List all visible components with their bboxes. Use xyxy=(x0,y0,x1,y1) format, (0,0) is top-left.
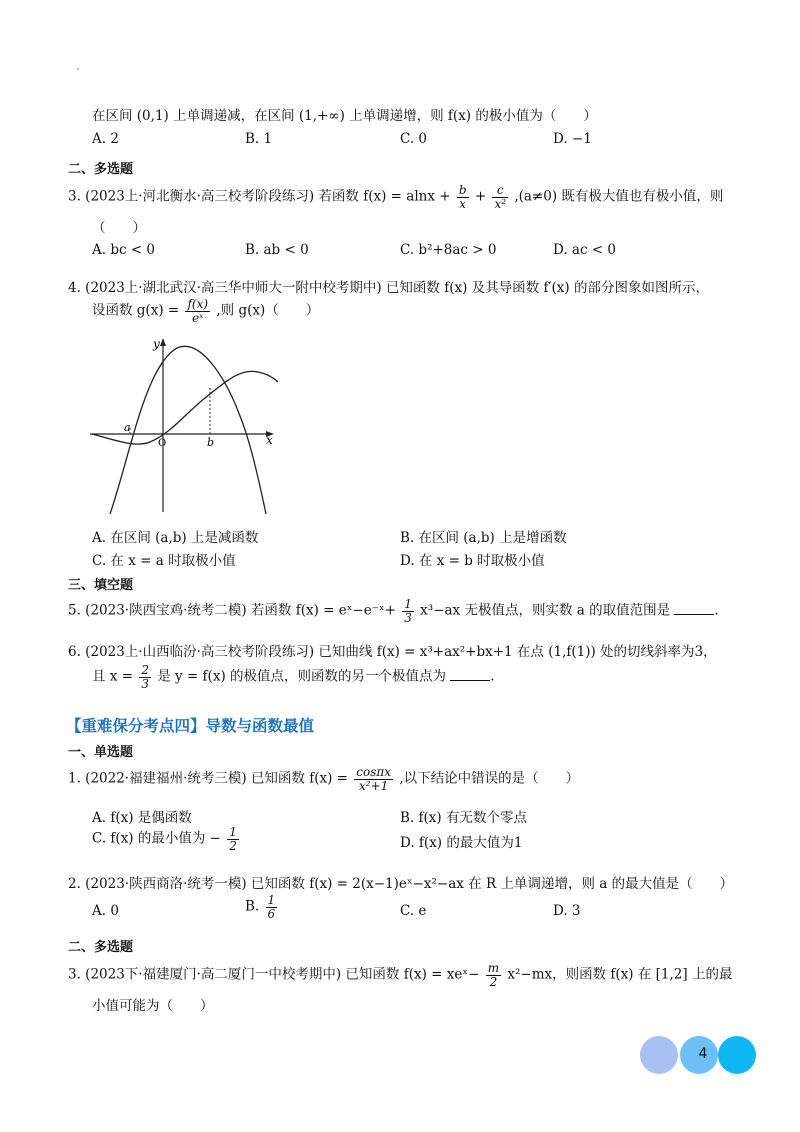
q3b-suffix: x²−mx，则函数 f(x) 在 [1,2] 上的最 xyxy=(507,966,733,983)
q3-plus: + xyxy=(474,188,487,205)
q5-f-den: 3 xyxy=(404,610,412,625)
section-heading-fill: 三、填空题 xyxy=(68,578,134,593)
page-dot-3 xyxy=(718,1036,756,1074)
q-prev-option-a[interactable]: A. 2 xyxy=(92,131,119,147)
q2-stem: 2. (2023·陕西商洛·统考一模) 已知函数 f(x) = 2(x−1)eˣ−x²−ax 在 R 上单调递增，则 a 的最大值是（ ） xyxy=(68,876,734,892)
q5-answer-blank[interactable] xyxy=(674,602,714,615)
q3-option-d[interactable]: D. ac < 0 xyxy=(553,242,617,258)
q6-f-num: 2 xyxy=(141,663,149,677)
q1-f-num: cosπx xyxy=(356,765,392,779)
q1-fraction xyxy=(354,766,393,792)
q3-option-b[interactable]: B. ab < 0 xyxy=(245,242,309,258)
q1-option-c-fraction xyxy=(227,826,239,852)
q4-f-num: f(x) xyxy=(187,297,209,311)
q2-b-num: 1 xyxy=(267,893,276,907)
q2-b-den: 6 xyxy=(267,906,276,921)
q6-answer-blank[interactable] xyxy=(450,668,490,681)
q4-line1: 4. (2023上·湖北武汉·高三华中师大一附中校考期中) 已知函数 f(x) 及其导函数 f′(x) 的部分图象如图所示， xyxy=(68,280,709,296)
y-axis-arrow xyxy=(160,338,166,346)
section-heading-multi-2: 二、多选题 xyxy=(68,940,134,955)
q3b-line2: 小值可能为（ ） xyxy=(92,998,214,1014)
q3-stem xyxy=(68,184,723,210)
q2-option-d[interactable]: D. 3 xyxy=(553,903,581,919)
q5-suffix: x³−ax 无极值点，则实数 a 的取值范围是 xyxy=(420,602,671,619)
curve-f xyxy=(92,371,278,444)
graph-label-a: a xyxy=(124,421,131,434)
q3-f2-den: x² xyxy=(494,196,507,211)
q6-fraction xyxy=(139,664,151,690)
q1-c-den: 2 xyxy=(229,838,237,853)
q3-prefix: 3. (2023上·河北衡水·高三校考阶段练习) 若函数 f(x) = alnx + xyxy=(68,188,451,205)
section-heading-multi-1: 二、多选题 xyxy=(68,162,134,177)
q2-option-b-label: B. xyxy=(245,898,260,915)
graph-label-origin: O xyxy=(158,438,167,449)
top-mark: · xyxy=(76,62,81,78)
graph-label-y: y xyxy=(153,337,160,351)
q-prev-option-b[interactable]: B. 1 xyxy=(245,131,273,147)
q4-f-den: eˣ xyxy=(192,310,204,325)
q3-paren: （ ） xyxy=(92,220,146,236)
q3-option-c[interactable]: C. b²+8ac > 0 xyxy=(400,242,497,258)
section-heading-single: 一、单选题 xyxy=(68,745,134,760)
q3b-f-num: m xyxy=(487,961,500,975)
q6-line1: 6. (2023上·山西临汾·高三校考阶段练习) 已知曲线 f(x) = x³+ax²+bx+1 在点 (1,f(1)) 处的切线斜率为3， xyxy=(68,644,717,660)
q2-option-a[interactable]: A. 0 xyxy=(92,903,119,919)
page-number: 4 xyxy=(698,1046,708,1062)
q3-f1-den: x xyxy=(459,196,467,211)
q4-option-d[interactable]: D. 在 x = b 时取极小值 xyxy=(400,553,545,569)
q1-suffix: ,以下结论中错误的是（ ） xyxy=(399,770,580,787)
q1-option-b[interactable]: B. f(x) 有无数个零点 xyxy=(400,810,527,826)
q3-fraction-c-over-x2 xyxy=(492,184,508,210)
q4-function-graph xyxy=(90,336,280,514)
q6-line2-suffix: 是 y = f(x) 的极值点，则函数的另一个极值点为 xyxy=(157,668,446,685)
q1-option-c-text: C. f(x) 的最小值为 − xyxy=(92,830,221,847)
q6-line2 xyxy=(92,664,495,690)
q-prev-option-d[interactable]: D. −1 xyxy=(553,131,592,147)
q1-option-a[interactable]: A. f(x) 是偶函数 xyxy=(92,810,192,826)
q1-option-d[interactable]: D. f(x) 的最大值为1 xyxy=(400,835,523,851)
graph-label-b: b xyxy=(207,436,215,449)
q5-stem xyxy=(68,598,719,624)
q1-prefix: 1. (2022·福建福州·统考三模) 已知函数 f(x) = xyxy=(68,770,348,787)
q6-end: . xyxy=(490,668,495,685)
q5-fraction xyxy=(402,598,414,624)
q1-option-c[interactable] xyxy=(92,826,241,852)
q4-option-a[interactable]: A. 在区间 (a,b) 上是减函数 xyxy=(92,530,259,546)
curve-f-prime xyxy=(110,346,266,514)
q3b-stem xyxy=(68,962,732,988)
q3-suffix: ,(a≠0) 既有极大值也有极小值，则 xyxy=(514,188,724,205)
q3-f1-num: b xyxy=(458,183,467,197)
q1-f-den: x²+1 xyxy=(359,778,389,793)
page-dot-1 xyxy=(640,1036,678,1074)
q2-option-c[interactable]: C. e xyxy=(400,903,427,919)
q5-end: . xyxy=(714,602,719,619)
q4-fraction xyxy=(185,298,210,324)
q1-c-num: 1 xyxy=(229,825,237,839)
q4-option-c[interactable]: C. 在 x = a 时取极小值 xyxy=(92,553,236,569)
q-prev-text: 在区间 (0,1) 上单调递减，在区间 (1,+∞) 上单调递增，则 f(x) 的极小值为（ ） xyxy=(92,108,597,124)
q6-f-den: 3 xyxy=(141,676,149,691)
q3b-f-den: 2 xyxy=(489,974,498,989)
q4-line2 xyxy=(92,298,319,324)
q6-line2-prefix: 且 x = xyxy=(92,668,134,685)
q-prev-option-c[interactable]: C. 0 xyxy=(400,131,428,147)
graph-label-x: x xyxy=(266,433,273,447)
q5-prefix: 5. (2023·陕西宝鸡·统考二模) 若函数 f(x) = eˣ−e⁻ˣ+ xyxy=(68,602,396,619)
q3-option-a[interactable]: A. bc < 0 xyxy=(92,242,156,258)
q5-f-num: 1 xyxy=(404,597,412,611)
q1-stem xyxy=(68,766,579,792)
q2-option-b[interactable] xyxy=(245,894,279,920)
q4-line2-suffix: ,则 g(x)（ ） xyxy=(216,302,320,319)
q3b-fraction xyxy=(486,962,501,988)
section-title-key-point-4: 【重难保分考点四】导数与函数最值 xyxy=(66,717,315,735)
q3-fraction-b-over-x xyxy=(457,184,469,210)
q3b-prefix: 3. (2023下·福建厦门·高二厦门一中校考期中) 已知函数 f(x) = xeˣ− xyxy=(68,966,480,983)
q2-option-b-fraction xyxy=(266,894,278,920)
q3-f2-num: c xyxy=(492,184,508,198)
q4-line2-prefix: 设函数 g(x) = xyxy=(92,302,180,319)
q4-option-b[interactable]: B. 在区间 (a,b) 上是增函数 xyxy=(400,530,567,546)
